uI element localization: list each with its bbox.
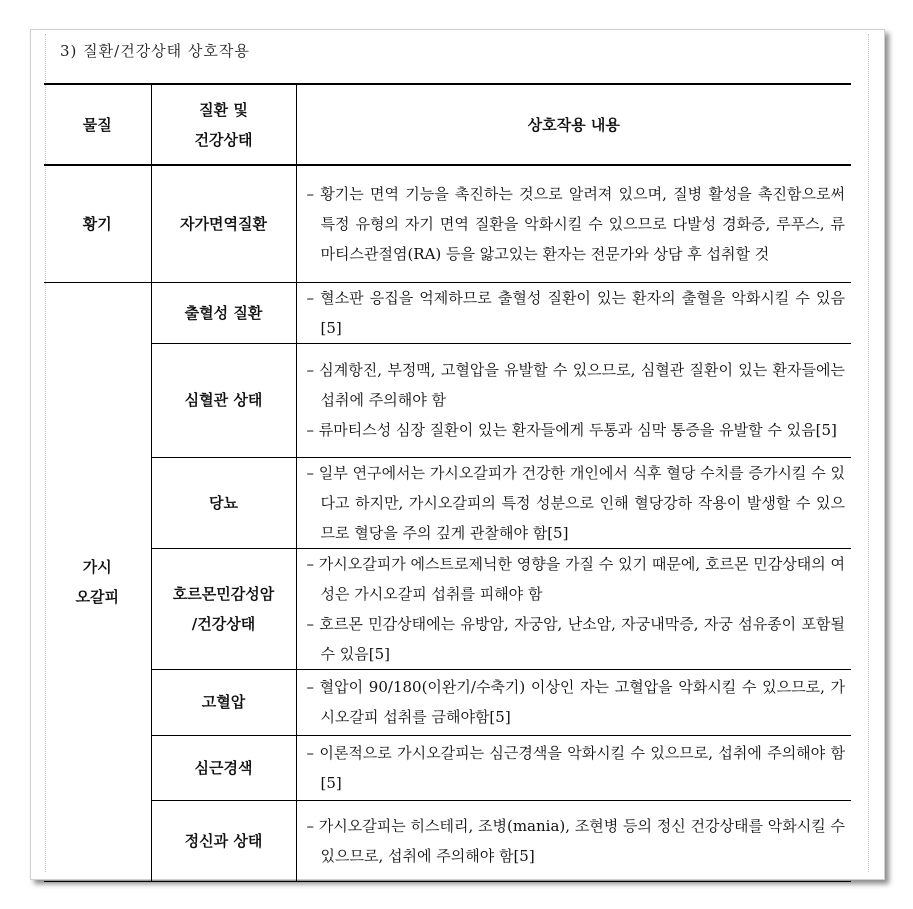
condition-cell: 출혈성 질환 [151, 282, 296, 343]
table-header-row [44, 84, 851, 165]
content-cell [296, 457, 851, 548]
condition-cell: 고혈압 [151, 669, 296, 735]
content-cell [296, 800, 851, 881]
condition-line1: 호르몬민감성암 [172, 584, 275, 603]
content-line: – 혈압이 90/180(이완기/수축기) 이상인 자는 고혈압을 악화시킬 수 있으므로, 가시오갈피 섭취를 금해야함[5] [306, 678, 845, 726]
content-line: – 류마티스성 심장 질환이 있는 환자들에게 두통과 심막 통증을 유발할 수 있음[5] [306, 421, 837, 439]
condition-cell: 정신과 상태 [151, 800, 296, 881]
table-row [44, 282, 851, 343]
content-line: – 황기는 면역 기능을 촉진하는 것으로 알려져 있으며, 질병 활성을 촉진함으로써 특정 유형의 자기 면역 질환을 악화시킬 수 있으므로 다발성 경화증, 루푸스, 류마티스관절염(RA) 등을 앓고있는 환자는 전문가와 상담 후 섭취할 것 [306, 184, 845, 263]
header-condition-line2: 건강상태 [194, 130, 253, 149]
substance-cell [44, 282, 151, 881]
condition-cell [151, 548, 296, 669]
table-row [44, 800, 851, 881]
content-line: – 이론적으로 가시오갈피는 심근경색을 악화시킬 수 있으므로, 섭취에 주의해야 함[5] [306, 743, 845, 792]
content-line: – 심계항진, 부정맥, 고혈압을 유발할 수 있으므로, 심혈관 질환이 있는 환자들에는 섭취에 주의해야 함 [306, 361, 845, 409]
condition-cell: 심혈관 상태 [151, 343, 296, 457]
substance-line2: 오갈피 [75, 587, 119, 606]
header-condition-line1: 질환 및 [199, 100, 248, 119]
table-row [44, 343, 851, 457]
content-line: – 호르몬 민감상태에는 유방암, 자궁암, 난소암, 자궁내막증, 자궁 섬유종이 포함될 수 있음[5] [306, 614, 845, 663]
header-substance: 물질 [44, 84, 151, 165]
condition-cell: 당뇨 [151, 457, 296, 548]
table-row [44, 669, 851, 735]
content-cell [296, 282, 851, 343]
table-row [44, 165, 851, 282]
content-cell [296, 669, 851, 735]
header-condition [151, 84, 296, 165]
section-title: 3) 질환/건강상태 상호작용 [60, 42, 250, 60]
content-line: – 혈소판 응집을 억제하므로 출혈성 질환이 있는 환자의 출혈을 악화시킬 수 있음[5] [306, 288, 845, 337]
interaction-table [44, 83, 851, 882]
content-line: – 가시오갈피는 히스테리, 조병(mania), 조현병 등의 정신 건강상태를 악화시킬 수 있으므로, 섭취에 주의해야 함[5] [306, 816, 845, 865]
table-row [44, 457, 851, 548]
condition-line2: /건강상태 [191, 614, 256, 633]
condition-cell: 심근경색 [151, 735, 296, 800]
content-line: – 가시오갈피가 에스트로제닉한 영향을 가질 수 있기 때문에, 호르몬 민감상태의 여성은 가시오갈피 섭취를 피해야 함 [306, 554, 845, 603]
content-cell [296, 548, 851, 669]
table-row [44, 735, 851, 800]
content-line: – 일부 연구에서는 가시오갈피가 건강한 개인에서 식후 혈당 수치를 증가시킬 수 있다고 하지만, 가시오갈피의 특정 성분으로 인해 혈당강하 작용이 발생할 수 있으므로 혈당을 주의 깊게 관찰해야 함[5] [306, 463, 845, 542]
content-cell [296, 343, 851, 457]
header-content: 상호작용 내용 [296, 84, 851, 165]
content-cell [296, 735, 851, 800]
substance-line1: 가시 [82, 557, 112, 576]
table-row [44, 548, 851, 669]
substance-cell: 황기 [44, 165, 151, 282]
condition-cell: 자가면역질환 [151, 165, 296, 282]
content-cell [296, 165, 851, 282]
